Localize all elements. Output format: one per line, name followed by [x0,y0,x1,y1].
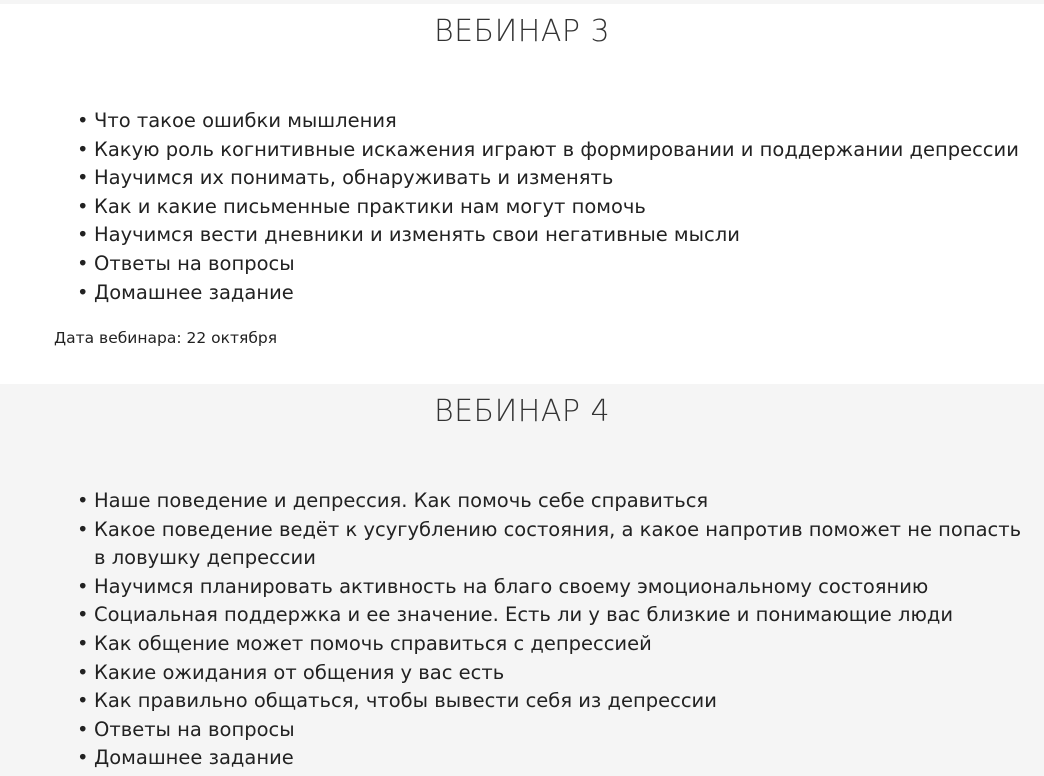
webinar-3-title: ВЕБИНАР 3 [433,14,611,49]
list-item: • Научимся их понимать, обнаруживать и изменять [94,164,1034,193]
list-item: • Научимся планировать активность на благо своему эмоциональному состоянию [94,573,1034,602]
list-item: • Как правильно общаться, чтобы вывести себя из депрессии [94,687,1034,716]
webinar-4-topics [54,487,1034,773]
list-item: • Домашнее задание [94,279,1034,308]
webinar-3-topics [54,107,1034,307]
list-item: • Ответы на вопросы [94,250,1034,279]
webinar-3-date: Дата вебинара: 22 октября [54,329,278,347]
webinar-3-section [0,4,1044,384]
list-item: • Какое поведение ведёт к усугублению состояния, а какое напротив поможет не попасть в ловушку депрессии [94,516,1034,573]
list-item: • Научимся вести дневники и изменять свои негативные мысли [94,221,1034,250]
list-item: • Что такое ошибки мышления [94,107,1034,136]
list-item: • Как общение может помочь справиться с депрессией [94,630,1034,659]
list-item: • Какую роль когнитивные искажения играют в формировании и поддержании депрессии [94,136,1034,165]
list-item: • Ответы на вопросы [94,716,1034,745]
list-item: • Какие ожидания от общения у вас есть [94,659,1034,688]
webinar-4-title: ВЕБИНАР 4 [433,394,611,429]
list-item: • Домашнее задание [94,744,1034,773]
list-item: • Наше поведение и депрессия. Как помочь себе справиться [94,487,1034,516]
list-item: • Как и какие письменные практики нам могут помочь [94,193,1034,222]
list-item: • Социальная поддержка и ее значение. Есть ли у вас близкие и понимающие люди [94,601,1034,630]
webinar-4-section [0,384,1044,776]
